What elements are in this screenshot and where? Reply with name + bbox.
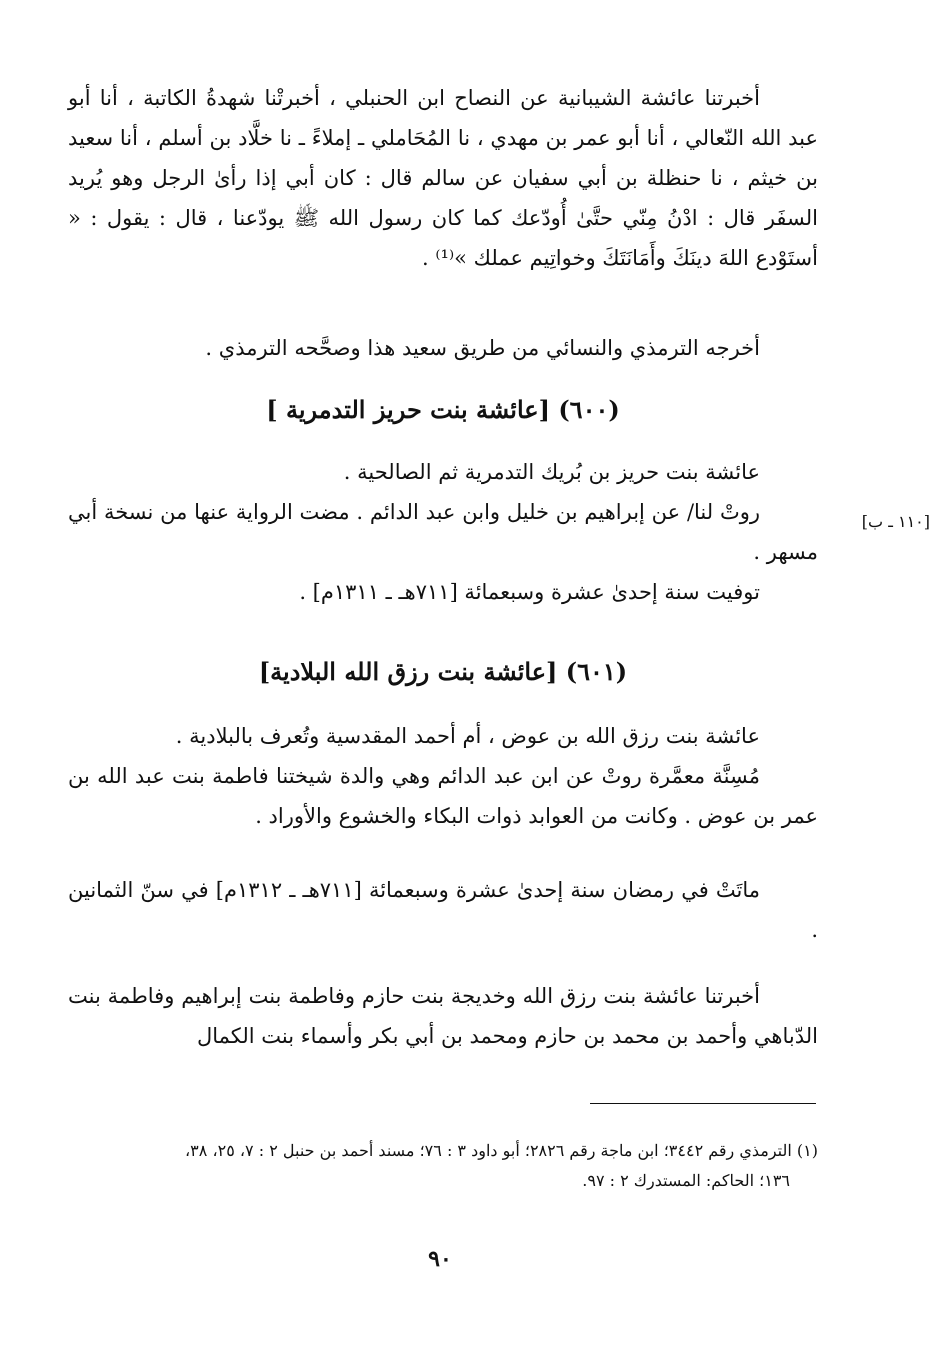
entry-601-death-paragraph	[68, 870, 818, 950]
entry-600-name: عائشة بنت حريز بن بُريك التدمرية ثم الصالحية .	[343, 460, 760, 484]
hadith-text: أخبرتنا عائشة الشيبانية عن النصاح ابن الحنبلي ، أخبرتْنا شهدةُ الكاتبة ، أنا أبو عبد الله النّعالي ، أنا أبو عمر بن مهدي ، نا المُحَاملي ـ إملاءً ـ نا خلَّاد بن أسلم ، أنا سعيد بن خيثم ، نا حنظلة بن أبي سفيان عن سالم قال : كان أبي إذا رأىٰ الرجل وهو يُريد السفَر قال : ادْنُ مِنّي حتَّىٰ أُودّعك كما كان رسول الله ﷺ يودّعنا ، قال : يقول : « أستَوْدع اللهَ دينَكَ وأَمَانَتَكَ وخواتِيم عملك »⁽¹⁾ .	[68, 86, 818, 270]
entry-601-death: ماتَتْ في رمضان سنة إحدىٰ عشرة وسبعمائة [٧١١هـ ـ ١٣١٢م] في سنّ الثمانين .	[68, 878, 818, 942]
entry-601-name: عائشة بنت رزق الله بن عوض ، أم أحمد المقدسية وتُعرف بالبلادية .	[175, 724, 760, 748]
entry-600-death: توفيت سنة إحدىٰ عشرة وسبعمائة [٧١١هـ ـ ١٣١١م] .	[299, 580, 760, 604]
isnad-paragraph	[68, 78, 818, 278]
entry-600-narration: روتْ لنا/ عن إبراهيم بن خليل وابن عبد الدائم . مضت الرواية عنها من نسخة أبي مسهر .	[68, 500, 818, 564]
entry-601-isnad-paragraph	[68, 976, 818, 1056]
entry-600-body	[68, 452, 818, 612]
footnotes	[68, 1136, 818, 1196]
manuscript-folio-note: [١١٠ ـ ب]	[861, 512, 930, 531]
page-number: ٩٠	[428, 1246, 452, 1272]
entry-heading-600: (٦٠٠) [عائشة بنت حريز التدمرية ]	[266, 395, 620, 424]
footnote-separator	[590, 1103, 816, 1104]
footnote-line-1: (١) الترمذي رقم ٣٤٤٢؛ ابن ماجة رقم ٢٨٢٦؛ أبو داود ٣ : ٧٦؛ مسند أحمد بن حنبل ٢ : ٧، ٢٥، ٣٨،	[185, 1141, 818, 1160]
entry-601-isnad: أخبرتنا عائشة بنت رزق الله وخديجة بنت حازم وفاطمة بنت إبراهيم وفاطمة بنت الدّباهي وأحمد بن محمد بن حازم ومحمد بن أبي بكر وأسماء بنت الكمال	[68, 984, 818, 1048]
entry-heading-601: (٦٠١) [عائشة بنت رزق الله البلادية]	[258, 657, 628, 686]
footnote-line-2: ١٣٦؛ الحاكم: المستدرك ٢ : ٩٧.	[582, 1171, 790, 1190]
entry-601-description: مُسِنَّة معمَّرة روتْ عن ابن عبد الدائم وهي والدة شيختنا فاطمة بنت عبد الله بن عمر بن عوض . وكانت من العوابد ذوات البكاء والخشوع والأوراد .	[68, 764, 818, 828]
entry-601-body	[68, 716, 818, 836]
takhrij-paragraph	[68, 328, 818, 368]
takhrij-text: أخرجه الترمذي والنسائي من طريق سعيد هذا وصحَّحه الترمذي .	[205, 336, 760, 360]
